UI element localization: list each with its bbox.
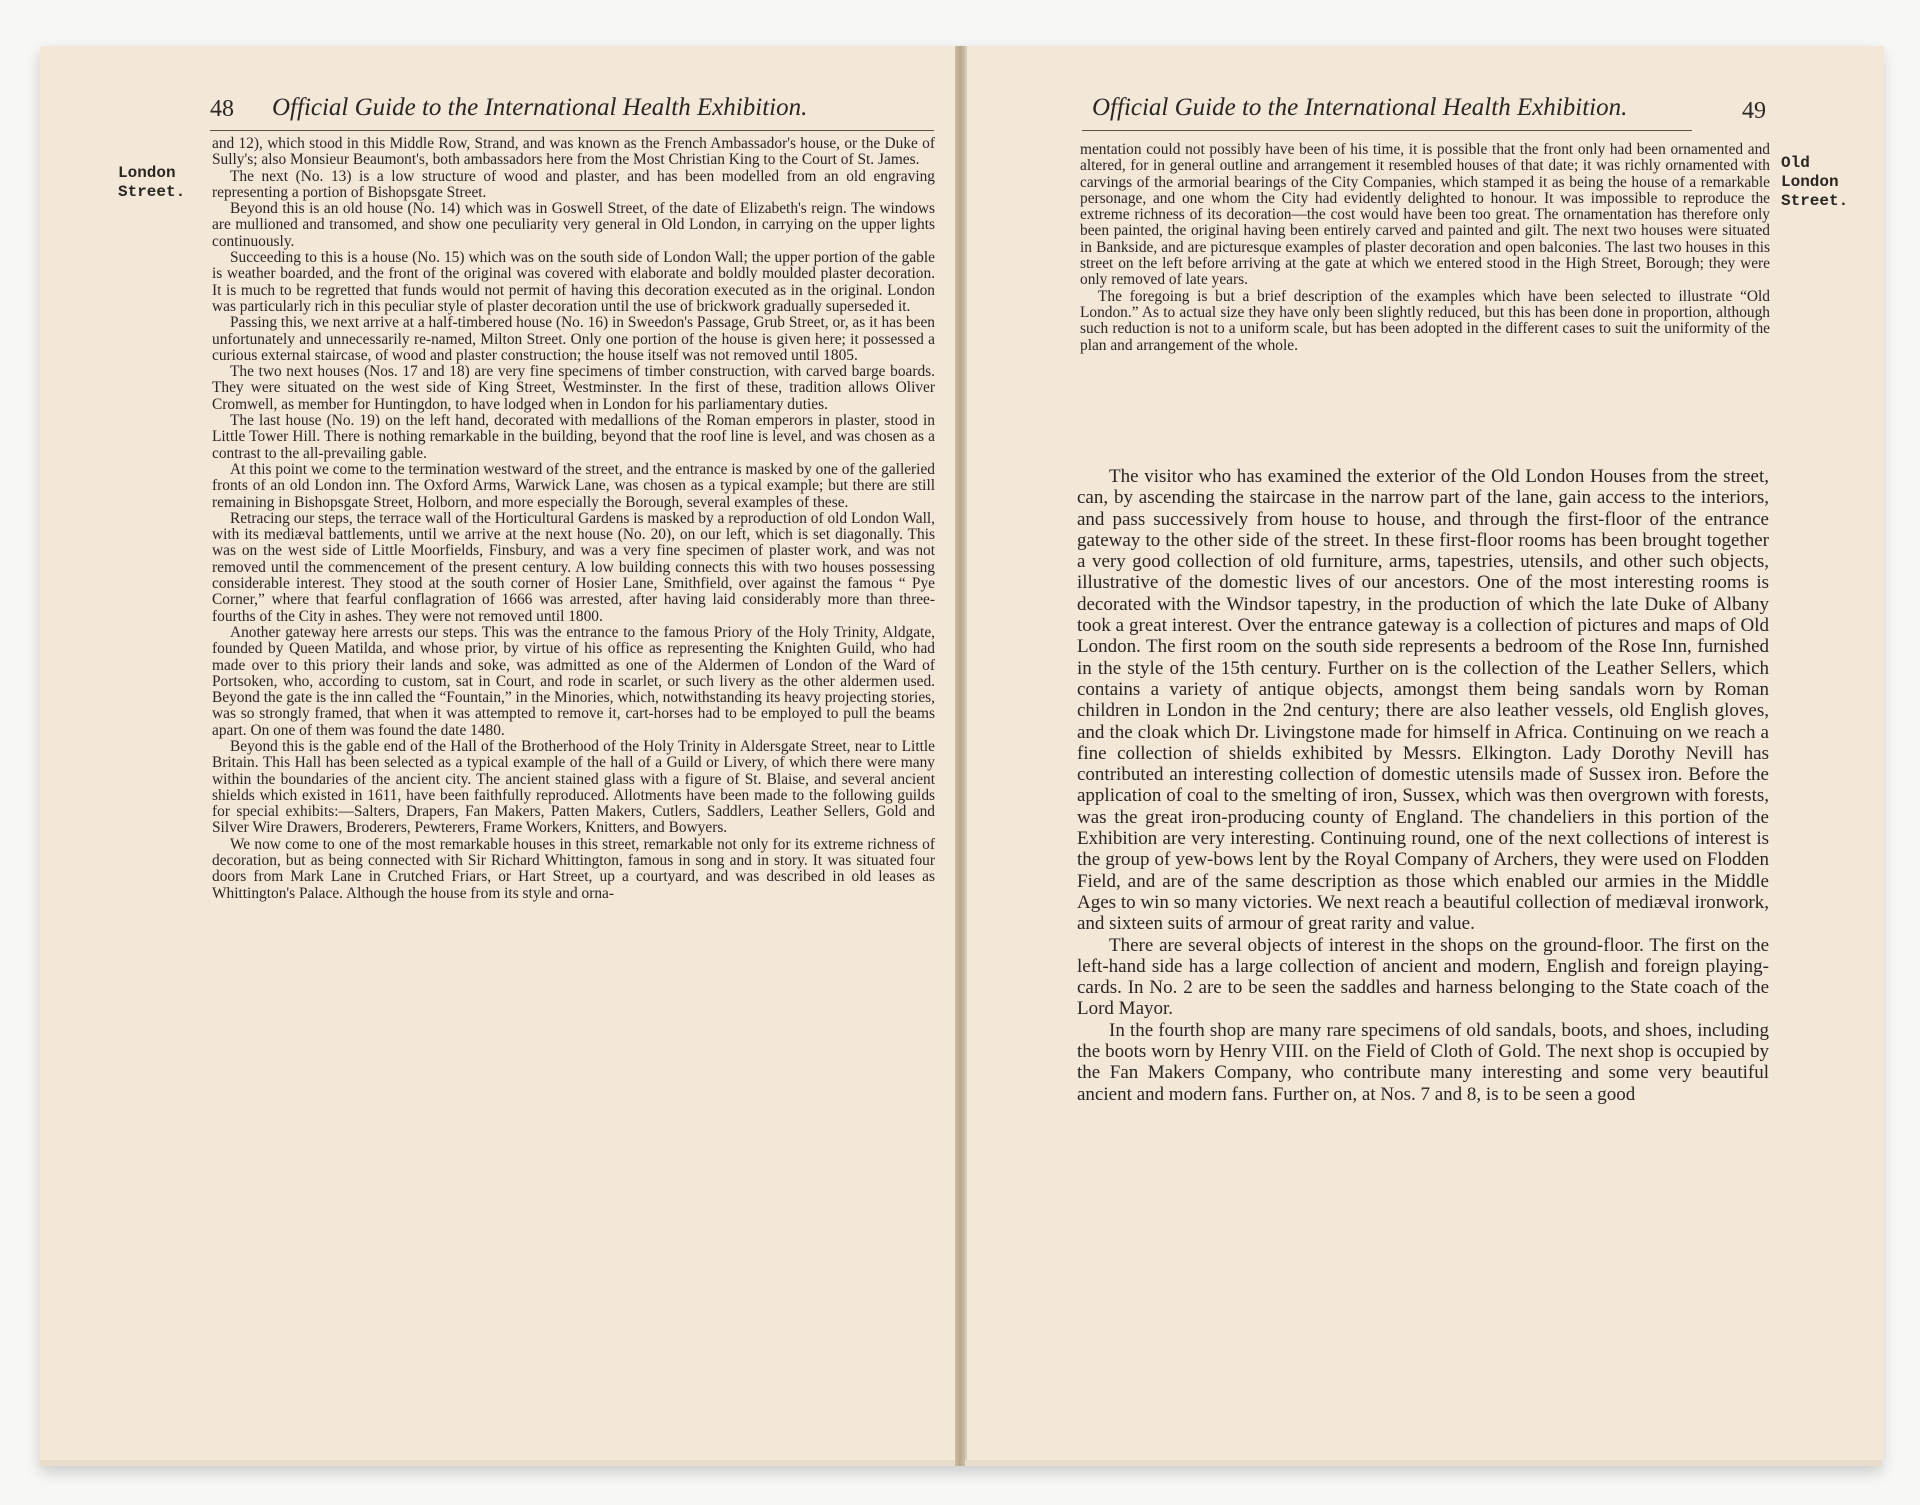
left-page	[40, 46, 957, 1460]
margin-note-line: Old	[1781, 154, 1810, 172]
paragraph: Retracing our steps, the terrace wall of the Horticultural Gardens is masked by a reproduction of old London Wall, with its mediæval battlements, until we arrive at the next house (No. 20), on our left, which is set diagonally. This was on the west side of Little Moorfields, Finsbury, and was a very fine specimen of plaster work, and was not removed until the commencement of the present century. A low building connects this with two houses possessing considerable interest. They stood at the south corner of Hosier Lane, Smithfield, over against the famous “ Pye Corner,” where that fearful conflagration of 1666 was arrested, after having laid considerably more than three-fourths of the City in ashes. They were not removed until 1800.	[212, 509, 935, 625]
paragraph: Succeeding to this is a house (No. 15) which was on the south side of London Wall; the upper portion of the gable is weather boarded, and the front of the original was covered with elaborate and boldly moulded plaster decoration. It is much to be regretted that funds would not permit of having this decoration executed as in the original. London was particularly rich in this peculiar style of plaster decoration until the use of brickwork gradually superseded it.	[212, 249, 935, 315]
paragraph: There are several objects of interest in the shops on the ground-floor. The first on the left-hand side has a large collection of ancient and modern, English and foreign playing-cards. In No. 2 are to be seen the saddles and harness belonging to the State coach of the Lord Mayor.	[1077, 934, 1769, 1020]
margin-note-line: London	[1781, 173, 1839, 191]
book-gutter	[955, 46, 965, 1466]
margin-note	[118, 164, 208, 202]
paragraph: and 12), which stood in this Middle Row, Strand, and was known as the French Ambassador's house, or the Duke of Sully's; also Monsieur Beaumont's, both ambassadors here from the Most Christian King to the Court of St. James.	[212, 135, 935, 169]
paragraph: The two next houses (Nos. 17 and 18) are very fine specimens of timber construction, with carved barge boards. They were situated on the west side of King Street, Westminster. In the first of these, tradition allows Oliver Cromwell, as member for Huntingdon, to have lodged when in London for his parliamentary duties.	[212, 363, 935, 413]
page-number: 49	[1742, 98, 1766, 124]
paragraph: The visitor who has examined the exterior of the Old London Houses from the street, can, by ascending the staircase in the narrow part of the lane, gain access to the interiors, and pass successively from house to house, and through the first-floor of the entrance gateway to the other side of the street. In these first-floor rooms has been brought together a very good collection of old furniture, arms, tapestries, utensils, and other such objects, illustrative of the domestic lives of our ancestors. One of the most interesting rooms is decorated with the Windsor tapestry, in the production of which the late Duke of Albany took a great interest. Over the entrance gateway is a collection of pictures and maps of Old London. The first room on the south side represents a bedroom of the Rose Inn, furnished in the style of the 15th century. Further on is the collection of the Leather Sellers, which contains a variety of antique objects, amongst them being sandals worn by Roman children in London in the 2nd century; there are also leather vessels, old English gloves, and the cloak which Dr. Livingstone made for himself in Africa. Continuing on we reach a fine collection of shields exhibited by Messrs. Elkington. Lady Dorothy Nevill has contributed an interesting collection of domestic utensils made of Sussex iron. Before the application of coal to the smelting of iron, Sussex, which was then overgrown with forests, was the great iron-producing county of England. The chandeliers in this portion of the Exhibition are very interesting. Continuing round, one of the next collections of interest is the group of yew-bows lent by the Royal Company of Archers, they were used on Flodden Field, and are of the same description as those which enabled our armies in the Middle Ages to win so many victories. We next reach a beautiful collection of mediæval ironwork, and sixteen suits of armour of great rarity and value.	[1077, 466, 1769, 935]
body-text	[212, 136, 935, 902]
running-head-title: Official Guide to the International Health Exhibition.	[1092, 94, 1628, 121]
open-book	[40, 46, 1882, 1466]
paragraph: The last house (No. 19) on the left hand, decorated with medallions of the Roman emperors in plaster, stood in Little Tower Hill. There is nothing remarkable in the building, beyond that the roof line is level, and was chosen as a contrast to the all-prevailing gable.	[212, 412, 935, 462]
paragraph: The foregoing is but a brief description of the examples which have been selected to illustrate “Old London.” As to actual size they have only been slightly reduced, but this has been done in proportion, although such reduction is not to a uniform scale, but has been adopted in the different cases to suit the uniformity of the plan and arrangement of the whole.	[1080, 287, 1770, 354]
margin-note-line: London	[118, 164, 176, 182]
paragraph: We now come to one of the most remarkable houses in this street, remarkable not only for its extreme richness of decoration, but as being connected with Sir Richard Whittington, famous in song and in story. It was situated four doors from Mark Lane in Crutched Friars, or Hart Street, up a courtyard, and was described in old leases as Whittington's Palace. Although the house from its style and orna-	[212, 835, 935, 902]
paragraph: In the fourth shop are many rare specimens of old sandals, boots, and shoes, including the boots worn by Henry VIII. on the Field of Cloth of Gold. The next shop is occupied by the Fan Makers Company, who contribute many interesting and some very beautiful ancient and modern fans. Further on, at Nos. 7 and 8, is to be seen a good	[1077, 1019, 1769, 1105]
paragraph: Another gateway here arrests our steps. This was the entrance to the famous Priory of the Holy Trinity, Aldgate, founded by Queen Matilda, and whose prior, by virtue of his office as representing the Knighten Guild, who had made over to this priory their lands and soke, was admitted as one of the Aldermen of London of the Ward of Portsoken, who, according to custom, sat in Court, and rode in scarlet, or such livery as the other aldermen used. Beyond the gate is the inn called the “Fountain,” in the Minories, which, notwithstanding its heavy projecting stories, was so strongly framed, that when it was attempted to remove it, cart-horses had to be employed to pull the beams apart. On one of them was found the date 1480.	[212, 623, 935, 739]
margin-note-line: Street.	[118, 183, 186, 201]
body-text-large	[1077, 466, 1769, 1105]
paragraph: Passing this, we next arrive at a half-timbered house (No. 16) in Sweedon's Passage, Grub Street, or, as it has been unfortunately and unnecessarily re-named, Milton Street. Only one portion of the house is given here; it possessed a curious external staircase, of wood and plaster construction; the house itself was not removed until 1805.	[212, 314, 935, 364]
paragraph: At this point we come to the termination westward of the street, and the entrance is masked by one of the galleried fronts of an old London inn. The Oxford Arms, Warwick Lane, was chosen as a typical example; but there are still remaining in Bishopsgate Street, Holborn, and more especially the Borough, several examples of these.	[212, 460, 935, 511]
margin-note-line: Street.	[1781, 192, 1849, 210]
running-head-title: Official Guide to the International Health Exhibition.	[272, 94, 808, 121]
margin-note	[1781, 154, 1871, 211]
body-text-small	[1080, 142, 1770, 354]
running-head	[1082, 86, 1692, 131]
right-page	[965, 46, 1884, 1460]
paragraph: The next (No. 13) is a low structure of wood and plaster, and has been modelled from an old engraving representing a portion of Bishopsgate Street.	[212, 167, 935, 201]
paragraph: mentation could not possibly have been of his time, it is possible that the front only had been ornamented and altered, for in general outline and arrangement it resembled houses of that date; it was richly ornamented with carvings of the armorial bearings of the City Companies, which stamped it as being the house of a remarkable personage, and one whom the City had evidently delighted to honour. It was impossible to reproduce the extreme richness of its decoration—the cost would have been too great. The ornamentation has therefore only been painted, the original having been entirely carved and painted and gilt. The next two houses were situated in Bankside, and are picturesque examples of plaster decoration and open balconies. The last two houses in this street on the left before arriving at the gate at which we entered stood in the High Street, Borough; they were only removed of late years.	[1080, 141, 1770, 289]
running-head	[210, 86, 934, 131]
page-number: 48	[210, 96, 234, 122]
paragraph: Beyond this is the gable end of the Hall of the Brotherhood of the Holy Trinity in Aldersgate Street, near to Little Britain. This Hall has been selected as a typical example of the hall of a Guild or Livery, of which there were many within the boundaries of the ancient city. The ancient stained glass with a figure of St. Blaise, and several ancient shields which existed in 1611, have been faithfully reproduced. Allotments have been made to the following guilds for special exhibits:—Salters, Drapers, Fan Makers, Patten Makers, Cutlers, Saddlers, Leather Sellers, Gold and Silver Wire Drawers, Broderers, Pewterers, Frame Workers, Knitters, and Bowyers.	[212, 737, 935, 837]
paragraph: Beyond this is an old house (No. 14) which was in Goswell Street, of the date of Elizabeth's reign. The windows are mullioned and transomed, and show one peculiarity very general in Old London, in carrying on the upper lights continuously.	[212, 200, 935, 250]
